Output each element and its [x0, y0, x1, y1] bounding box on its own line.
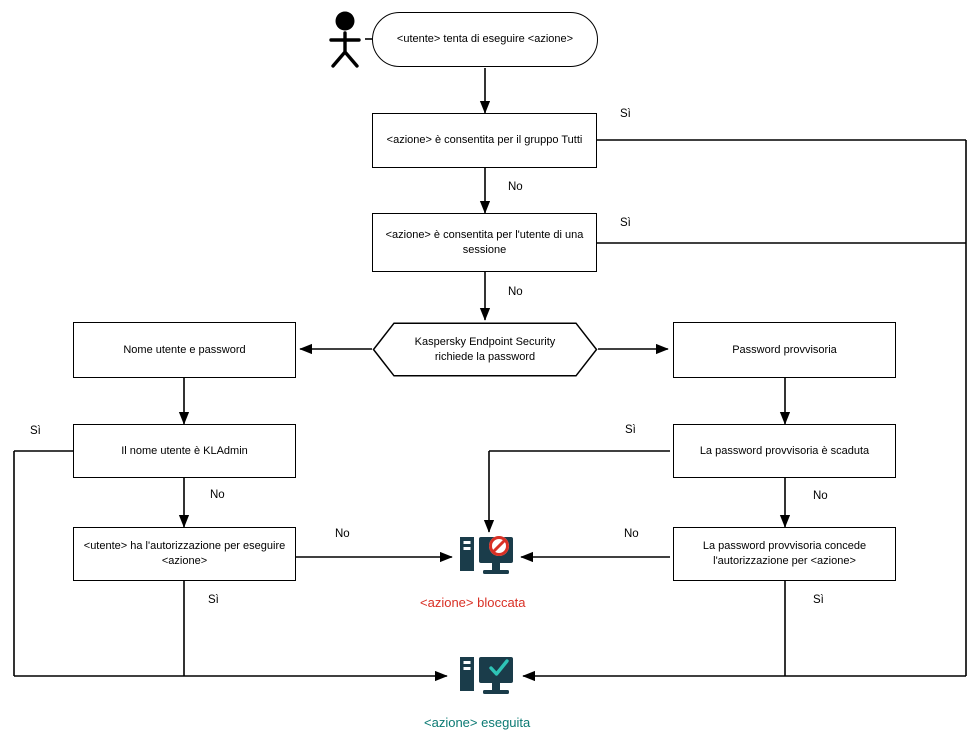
- edge-label-allowed-session-no: No: [508, 286, 523, 298]
- node-requires-password: [372, 322, 598, 377]
- edge-label-allowed-all-no: No: [508, 181, 523, 193]
- monitor-blocked-icon: [455, 530, 521, 582]
- terminal-blocked-label: <azione> bloccata: [420, 595, 526, 610]
- edge-label-temp-grants-no: No: [624, 528, 639, 540]
- node-allowed-session: [372, 213, 597, 272]
- edge-label-permission-no: No: [335, 528, 350, 540]
- node-allowed-all-label: <azione> è consentita per il gruppo Tutti: [386, 134, 583, 147]
- user-actor-icon: [325, 10, 365, 68]
- node-temp-password-label: Password provvisoria: [732, 343, 837, 356]
- edge-label-permission-yes: Sì: [208, 594, 219, 606]
- node-is-kladmin: [73, 424, 296, 478]
- node-temp-password: [673, 322, 896, 378]
- edge-label-kladmin-yes: Sì: [30, 425, 41, 437]
- edge-label-allowed-session-yes: Sì: [620, 217, 631, 229]
- node-user-password: [73, 322, 296, 378]
- node-temp-grants-permission-label: La password provvisoria concede l'autorizzazione per <azione>: [702, 540, 867, 567]
- edge-label-kladmin-no: No: [210, 489, 225, 501]
- node-temp-expired-label: La password provvisoria è scaduta: [699, 444, 870, 457]
- edge-label-allowed-all-yes: Sì: [620, 108, 631, 120]
- node-allowed-session-label: <azione> è consentita per l'utente di una sessione: [385, 228, 584, 256]
- node-is-kladmin-label: Il nome utente è KLAdmin: [121, 444, 248, 457]
- node-temp-grants-permission: [673, 527, 896, 581]
- node-requires-password-label: Kaspersky Endpoint Security richiede la password: [414, 335, 556, 363]
- node-start: [372, 12, 598, 67]
- node-temp-expired: [673, 424, 896, 478]
- node-user-has-permission-label: <utente> ha l'autorizzazione per eseguire <azione>: [83, 540, 286, 567]
- node-user-has-permission: [73, 527, 296, 581]
- edge-label-temp-expired-yes: Sì: [625, 424, 636, 436]
- monitor-check-icon: [455, 650, 521, 702]
- node-allowed-all: [372, 113, 597, 168]
- terminal-done-label: <azione> eseguita: [424, 715, 531, 730]
- node-user-password-label: Nome utente e password: [123, 343, 246, 356]
- edge-label-temp-grants-yes: Sì: [813, 594, 824, 606]
- edge-label-temp-expired-no: No: [813, 490, 828, 502]
- node-start-label: <utente> tenta di eseguire <azione>: [396, 33, 574, 46]
